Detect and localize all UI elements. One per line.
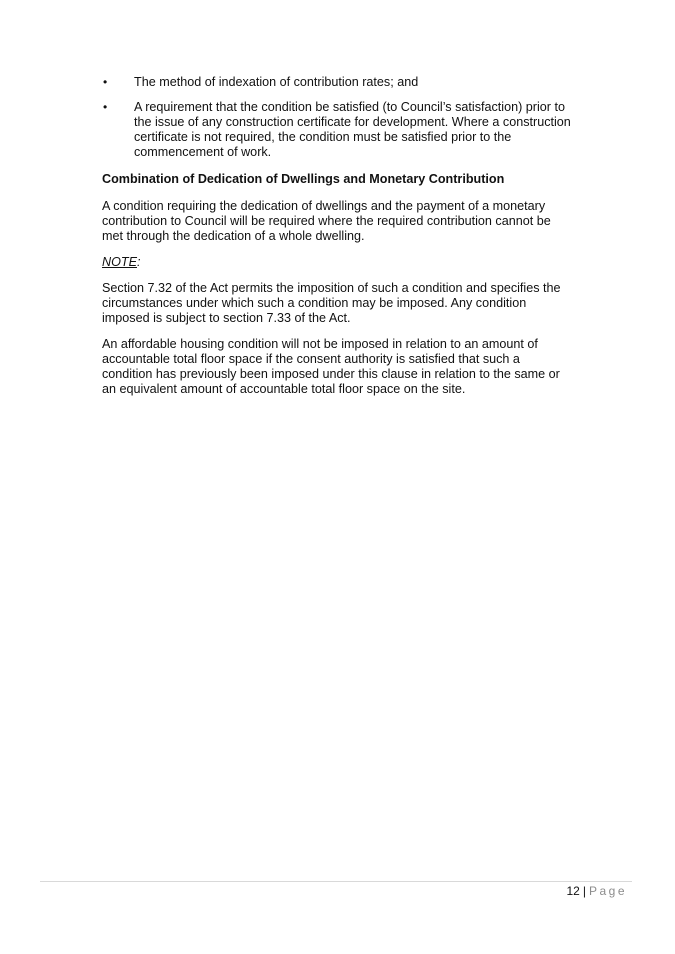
section-heading: Combination of Dedication of Dwellings and Monetary Contribution	[102, 172, 505, 186]
note-paragraph-1: Section 7.32 of the Act permits the imposition of such a condition and specifies the circumstances under which such a condition may be imposed. Any condition imposed is subject to section 7.33 of the Act.	[102, 281, 561, 325]
footer-separator: |	[582, 884, 586, 898]
document-body	[102, 75, 572, 408]
note-label	[102, 255, 572, 270]
page-footer	[566, 884, 627, 898]
bullet-list	[102, 75, 572, 160]
note-paragraph-2: An affordable housing condition will not be imposed in relation to an amount of accountable total floor space if the consent authority is satisfied that such a condition has previously been imposed under this clause in relation to the same or an equivalent amount of accountable total floor space on the site.	[102, 337, 560, 396]
bullet-icon: •	[103, 100, 108, 114]
list-item	[102, 75, 572, 90]
bullet-icon: •	[103, 75, 108, 89]
intro-paragraph: A condition requiring the dedication of dwellings and the payment of a monetary contribution to Council will be required where the required contribution cannot be met through the dedication of a whole dwelling.	[102, 199, 551, 243]
bullet-text: The method of indexation of contribution rates; and	[134, 75, 419, 89]
page-label: Page	[588, 884, 627, 898]
list-item	[102, 100, 572, 160]
note-word: NOTE	[102, 255, 137, 269]
page-number: 12	[566, 884, 580, 898]
footer-divider	[40, 881, 632, 882]
note-colon: :	[136, 255, 141, 269]
bullet-text: A requirement that the condition be satisfied (to Council’s satisfaction) prior to the issue of any construction certificate for development. Where a construction certificate is not required, the condition must be satisfied prior to the commencement of work.	[134, 100, 571, 159]
